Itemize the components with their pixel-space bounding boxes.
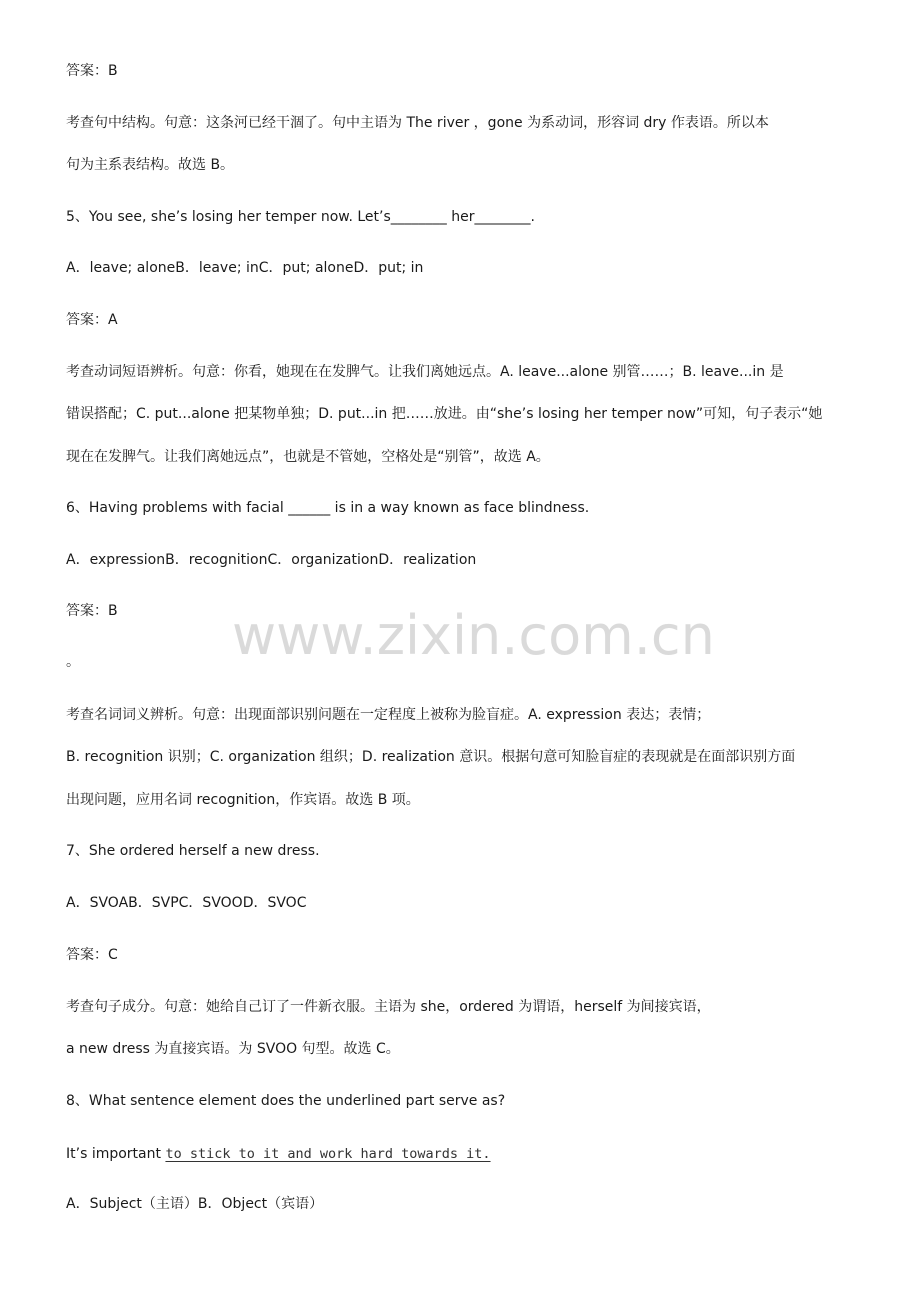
explanation-q6-line3: 出现问题，应用名词 recognition，作宾语。故选 B 项。 <box>66 792 420 808</box>
explanation-q7-line2: a new dress 为直接宾语。为 SVOO 句型。故选 C。 <box>66 1041 400 1057</box>
question-8-sentence <box>66 1144 856 1164</box>
options-q8: A．Subject（主语）B．Object（宾语） <box>66 1196 324 1212</box>
explanation-q5-line2: 错误搭配；C. put...alone 把某物单独；D. put...in 把……放进。由“she’s losing her temper now”可知，句子表示“她 <box>66 406 823 422</box>
answer-q6: 答案：B <box>66 603 118 619</box>
explanation-q6-line1: 考查名词词义辨析。句意：出现面部识别问题在一定程度上被称为脸盲症。A. expression 表达；表情； <box>66 707 711 723</box>
answer-q7: 答案：C <box>66 947 118 963</box>
stray-punctuation: 。 <box>66 654 80 670</box>
question-5: 5、You see, she’s losing her temper now. Let’s________ her________. <box>66 209 535 225</box>
explanation-q5-line1: 考查动词短语辨析。句意：你看，她现在在发脾气。让我们离她远点。A. leave...alone 别管……；B. leave...in 是 <box>66 364 784 380</box>
options-q7: A．SVOAB．SVPC．SVOOD．SVOC <box>66 895 307 911</box>
options-q5: A．leave; aloneB．leave; inC．put; aloneD．put; in <box>66 260 424 276</box>
options-q6: A．expressionB．recognitionC．organizationD．realization <box>66 552 477 568</box>
explanation-q7-line1: 考查句子成分。句意：她给自己订了一件新衣服。主语为 she，ordered 为谓语，herself 为间接宾语， <box>66 999 711 1015</box>
answer-q4: 答案：B <box>66 63 118 79</box>
question-7: 7、She ordered herself a new dress. <box>66 843 320 859</box>
explanation-q4-line2: 句为主系表结构。故选 B。 <box>66 157 235 173</box>
question-6: 6、Having problems with facial ______ is in a way known as face blindness. <box>66 500 590 516</box>
watermark: www.zixin.com.cn <box>232 604 715 667</box>
explanation-q4-line1: 考查句中结构。句意：这条河已经干涸了。句中主语为 The river ，gone 为系动词，形容词 dry 作表语。所以本 <box>66 115 769 131</box>
explanation-q6-line2: B. recognition 识别；C. organization 组织；D. realization 意识。根据句意可知脸盲症的表现就是在面部识别方面 <box>66 749 796 765</box>
sentence-prefix: It’s important <box>66 1146 166 1162</box>
underlined-part: to stick to it and work hard towards it. <box>165 1146 491 1162</box>
answer-q5: 答案：A <box>66 312 118 328</box>
question-8: 8、What sentence element does the underlined part serve as? <box>66 1093 506 1109</box>
explanation-q5-line3: 现在在发脾气。让我们离她远点”，也就是不管她，空格处是“别管”，故选 A。 <box>66 449 550 465</box>
